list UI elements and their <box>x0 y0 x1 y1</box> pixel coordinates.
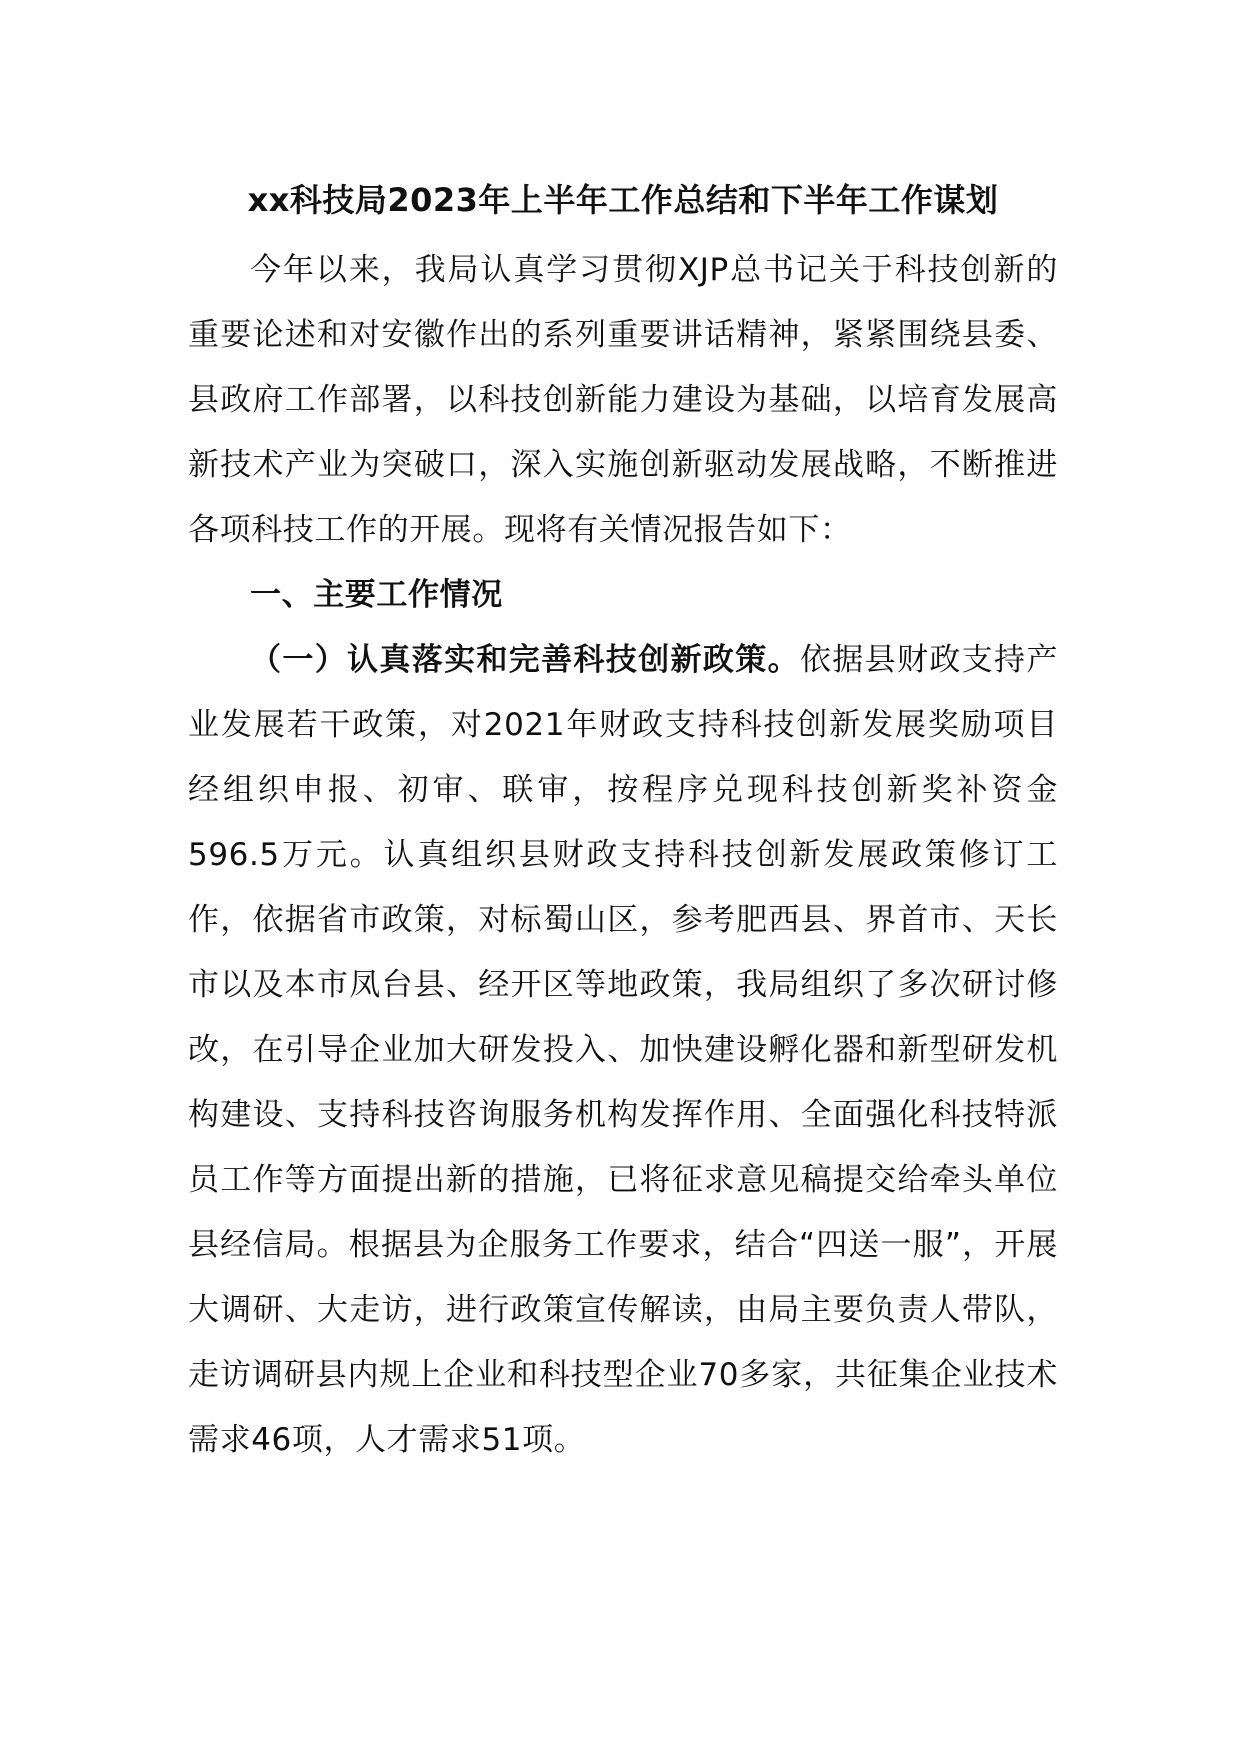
subsection-heading-policy: （一）认真落实和完善科技创新政策。 <box>250 642 800 678</box>
section-paragraph-policy <box>188 628 1058 1473</box>
subsection-body-policy: 依据县财政支持产业发展若干政策，对2021年财政支持科技创新发展奖励项目经组织申报、初审、联审，按程序兑现科技创新奖补资金596.5万元。认真组织县财政支持科技创新发展政策修订工作，依据省市政策，对标蜀山区，参考肥西县、界首市、天长市以及本市凤台县、经开区等地政策，我局组织了多次研讨修改，在引导企业加大研发投入、加快建设孵化器和新型研发机构建设、支持科技咨询服务机构发挥作用、全面强化科技特派员工作等方面提出新的措施，已将征求意见稿提交给牵头单位县经信局。根据县为企服务工作要求，结合“四送一服”，开展大调研、大走访，进行政策宣传解读，由局主要负责人带队，走访调研县内规上企业和科技型企业70多家，共征集企业技术需求46项，人才需求51项。 <box>188 642 1058 1458</box>
section-heading-main-work: 一、主要工作情况 <box>250 577 503 613</box>
document-body <box>188 168 1058 1473</box>
document-title: xx科技局2023年上半年工作总结和下半年工作谋划 <box>247 181 999 219</box>
intro-paragraph: 今年以来，我局认真学习贯彻XJP总书记关于科技创新的重要论述和对安徽作出的系列重要讲话精神，紧紧围绕县委、县政府工作部署，以科技创新能力建设为基础，以培育发展高新技术产业为突破口，深入实施创新驱动发展战略，不断推进各项科技工作的开展。现将有关情况报告如下： <box>188 252 1058 548</box>
